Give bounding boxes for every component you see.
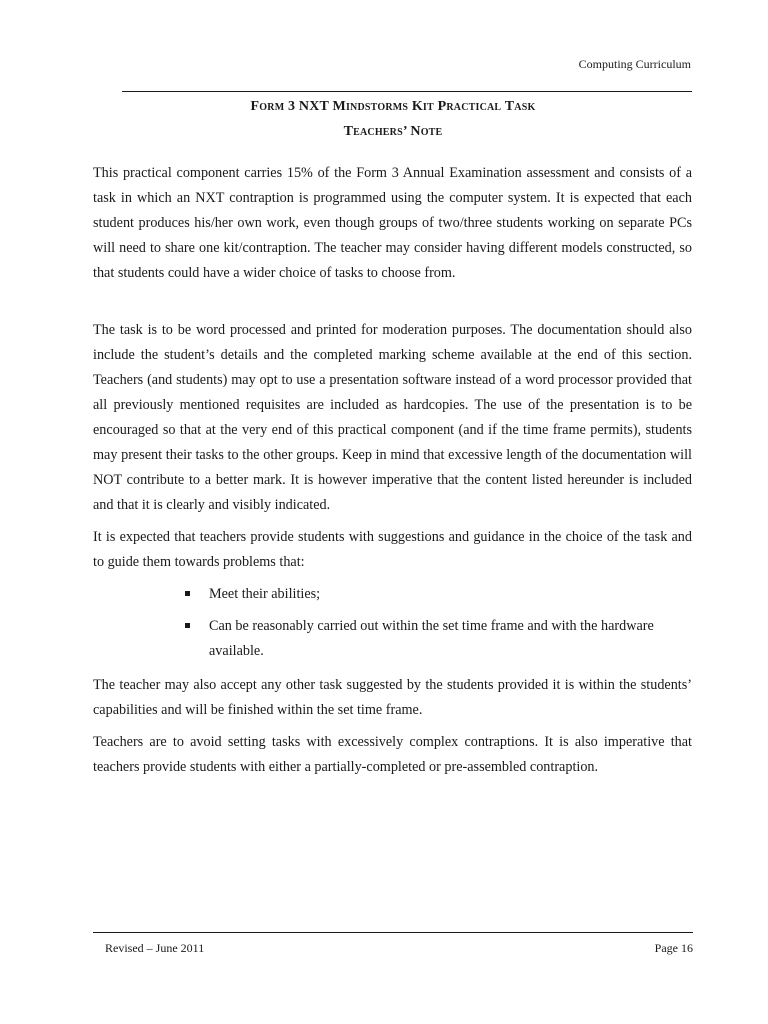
task-criteria-list bbox=[185, 582, 692, 671]
list-item-text: Can be reasonably carried out within the set time frame and with the hardware available. bbox=[209, 618, 654, 659]
list-item bbox=[185, 614, 692, 664]
revision-date: Revised – June 2011 bbox=[105, 941, 205, 955]
document-subtitle: Teachers’ Note bbox=[343, 124, 443, 139]
paragraph-documentation: The task is to be word processed and printed for moderation purposes. The documentation should also include the student’s details and the completed marking scheme available at the end of this section. Teachers (and students) may opt to use a presentation software instead of a word processor provided that all previously mentioned requisites are included as hardcopies. The use of the presentation is to be encouraged so that at the very end of this practical component (and if the time frame permits), students may present their tasks to the other groups. Keep in mind that excessive length of the documentation will NOT contribute to a better mark. It is however imperative that the content listed hereunder is included and that it is clearly and visibly indicated. bbox=[93, 322, 692, 513]
footer-rule bbox=[93, 932, 693, 933]
paragraph-other-tasks: The teacher may also accept any other task suggested by the students provided it is within the students’ capabilities and will be finished within the set time frame. bbox=[93, 677, 692, 718]
square-bullet-icon bbox=[185, 623, 190, 628]
paragraph-contraptions: Teachers are to avoid setting tasks with excessively complex contraptions. It is also imperative that teachers provide students with either a partially-completed or pre-assembled contraption. bbox=[93, 734, 692, 775]
header-rule bbox=[122, 91, 692, 92]
square-bullet-icon bbox=[185, 591, 190, 596]
list-item-text: Meet their abilities; bbox=[209, 586, 321, 602]
list-item bbox=[185, 582, 692, 607]
paragraph-intro: This practical component carries 15% of the Form 3 Annual Examination assessment and consists of a task in which an NXT contraption is programmed using the computer system. It is expected that each student produces his/her own work, even though groups of two/three students working on separate PCs will need to share one kit/contraption. The teacher may consider having different models constructed, so that students could have a wider choice of tasks to choose from. bbox=[93, 165, 692, 281]
running-header: Computing Curriculum bbox=[578, 57, 691, 71]
document-title: Form 3 NXT Mindstorms Kit Practical Task bbox=[250, 99, 536, 114]
page-number: Page 16 bbox=[654, 941, 693, 955]
paragraph-guidance: It is expected that teachers provide students with suggestions and guidance in the choice of the task and to guide them towards problems that: bbox=[93, 529, 692, 570]
